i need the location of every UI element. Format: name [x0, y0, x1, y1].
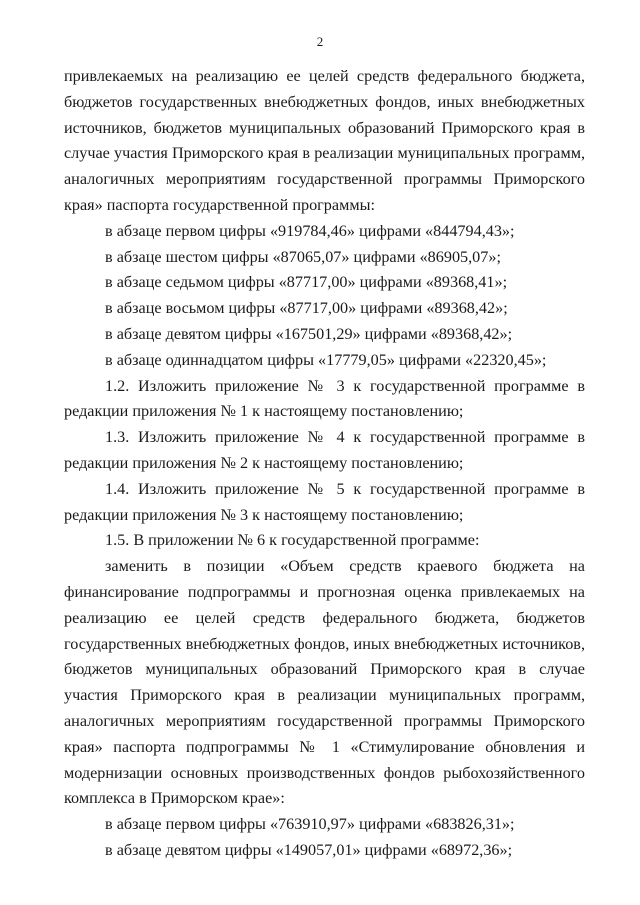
- paragraph-amendment-seventh: в абзаце седьмом цифры «87717,00» цифрами «89368,41»;: [105, 273, 508, 292]
- document-body: [64, 64, 585, 864]
- paragraph-amendment-eighth: в абзаце восьмом цифры «87717,00» цифрами «89368,42»;: [105, 299, 508, 318]
- paragraph-item-1-4: 1.4. Изложить приложение № 5 к государственной программе в редакции приложения № 3 к настоящему постановлению;: [64, 479, 585, 524]
- paragraph-amendment-eleventh: в абзаце одиннадцатом цифры «17779,05» цифрами «22320,45»;: [105, 350, 547, 369]
- paragraph-amendment-ninth: в абзаце девятом цифры «167501,29» цифрами «89368,42»;: [105, 324, 513, 343]
- paragraph-sub-amendment-first: в абзаце первом цифры «763910,97» цифрами «683826,31»;: [105, 815, 515, 834]
- paragraph-item-1-2: 1.2. Изложить приложение № 3 к государственной программе в редакции приложения № 1 к настоящему постановлению;: [64, 376, 585, 421]
- page-number: 2: [316, 34, 324, 49]
- paragraph-amendment-first: в абзаце первом цифры «919784,46» цифрами «844794,43»;: [105, 221, 515, 240]
- paragraph-sub-amendment-ninth: в абзаце девятом цифры «149057,01» цифрами «68972,36»;: [105, 840, 513, 859]
- paragraph-replace-position: заменить в позиции «Объем средств краевого бюджета на финансирование подпрограммы и прогнозная оценка привлекаемых на реализацию ее целей средств федерального бюджета, бюджетов государственных внебюджетных фондов, иных внебюджетных источников, бюджетов муниципальных образований Приморского края в случае участия Приморского края в реализации муниципальных программ, аналогичных мероприятиям государственной программы Приморского края» паспорта подпрограммы № 1 «Стимулирование обновления и модернизации основных производственных фондов рыбохозяйственного комплекса в Приморском крае»:: [64, 557, 585, 808]
- paragraph-continuation: привлекаемых на реализацию ее целей средств федерального бюджета, бюджетов государственных внебюджетных фондов, иных внебюджетных источников, бюджетов муниципальных образований Приморского края в случае участия Приморского края в реализации муниципальных программ, аналогичных мероприятиям государственной программы Приморского края» паспорта государственной программы:: [64, 67, 585, 214]
- paragraph-item-1-3: 1.3. Изложить приложение № 4 к государственной программе в редакции приложения № 2 к настоящему постановлению;: [64, 428, 585, 472]
- paragraph-item-1-5: 1.5. В приложении № 6 к государственной программе:: [105, 531, 480, 550]
- paragraph-amendment-sixth: в абзаце шестом цифры «87065,07» цифрами «86905,07»;: [105, 247, 501, 266]
